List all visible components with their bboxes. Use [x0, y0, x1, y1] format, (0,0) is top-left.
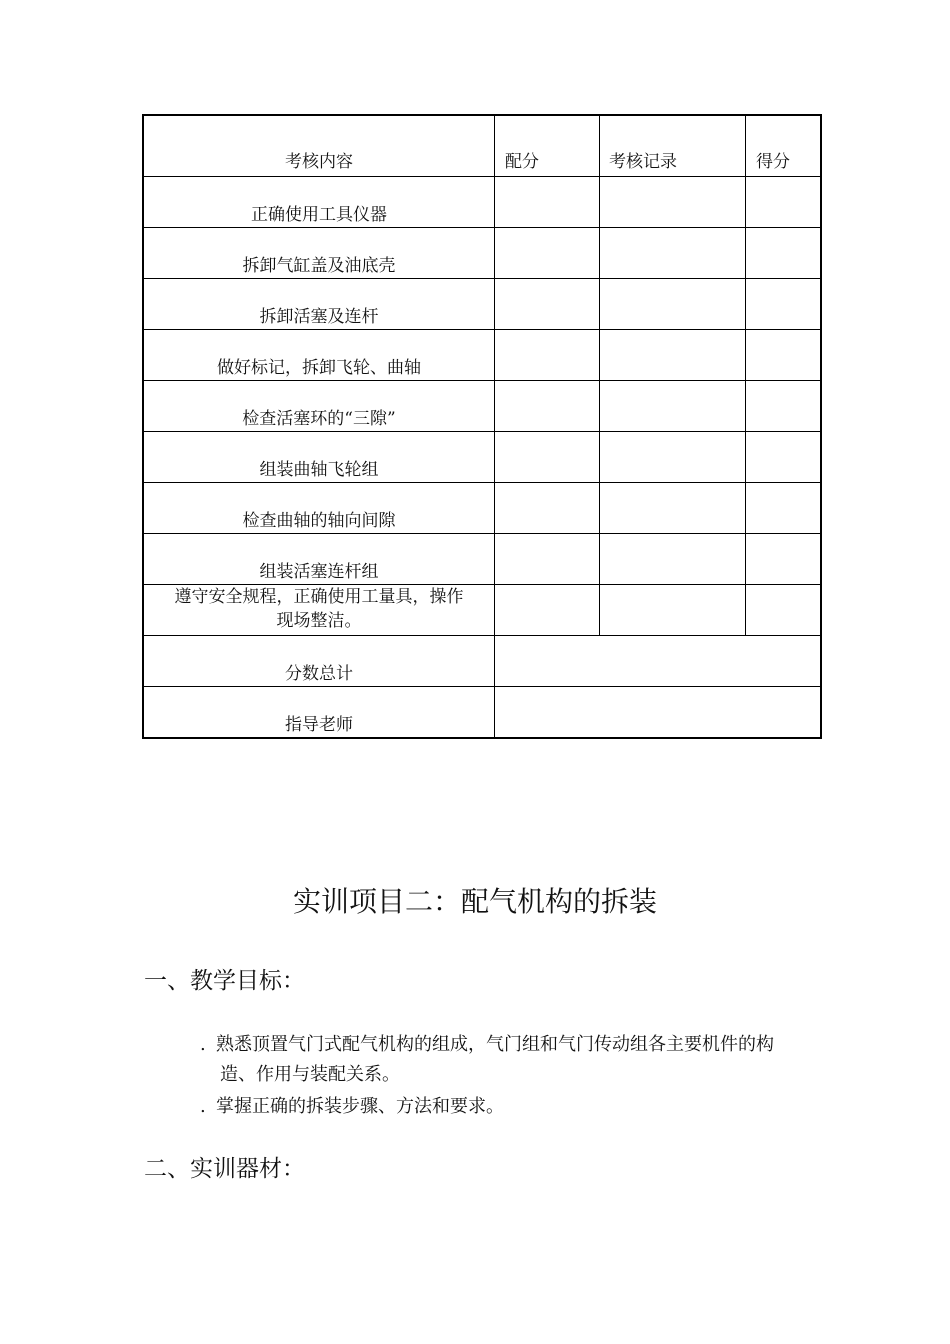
row-content: 拆卸活塞及连杆	[143, 279, 495, 330]
table-header-row	[143, 115, 821, 177]
row-content-multiline	[143, 585, 495, 636]
got-cell	[746, 279, 822, 330]
teacher-label: 指导老师	[143, 687, 495, 739]
score-cell	[495, 432, 600, 483]
row-content: 正确使用工具仪器	[143, 177, 495, 228]
record-cell	[600, 330, 746, 381]
record-cell	[600, 483, 746, 534]
record-cell	[600, 534, 746, 585]
table-row	[143, 330, 821, 381]
total-label: 分数总计	[143, 636, 495, 687]
got-cell	[746, 228, 822, 279]
table-row	[143, 177, 821, 228]
score-cell	[495, 177, 600, 228]
table-row	[143, 279, 821, 330]
record-cell	[600, 432, 746, 483]
objective-text: 熟悉顶置气门式配气机构的组成，气门组和气门传动组各主要机件的构	[216, 1034, 774, 1055]
table-row	[143, 432, 821, 483]
section2-heading: 二、实训器材：	[144, 1156, 305, 1182]
header-score: 配分	[495, 115, 600, 177]
row-content-line2: 现场整洁。	[276, 611, 362, 631]
header-content: 考核内容	[143, 115, 495, 177]
header-got: 得分	[746, 115, 822, 177]
got-cell	[746, 585, 822, 636]
objective-text-continued: 造、作用与装配关系。	[220, 1064, 400, 1085]
row-content: 检查活塞环的“三隙”	[143, 381, 495, 432]
got-cell	[746, 381, 822, 432]
table-row	[143, 483, 821, 534]
got-cell	[746, 483, 822, 534]
section-title: 实训项目二：配气机构的拆装	[292, 885, 657, 918]
score-cell	[495, 585, 600, 636]
objective-item-1	[200, 1030, 820, 1090]
got-cell	[746, 534, 822, 585]
table-row	[143, 228, 821, 279]
section1-heading: 一、教学目标：	[144, 968, 305, 994]
header-record: 考核记录	[600, 115, 746, 177]
table-row	[143, 381, 821, 432]
table-row	[143, 585, 821, 636]
score-cell	[495, 534, 600, 585]
objective-item-2	[200, 1092, 820, 1122]
objective-marker: .	[200, 1034, 206, 1055]
record-cell	[600, 381, 746, 432]
row-content: 拆卸气缸盖及油底壳	[143, 228, 495, 279]
row-content: 组装活塞连杆组	[143, 534, 495, 585]
score-cell	[495, 279, 600, 330]
record-cell	[600, 228, 746, 279]
record-cell	[600, 279, 746, 330]
teacher-row	[143, 687, 821, 739]
row-content-line1: 遵守安全规程，正确使用工量具，操作	[174, 587, 464, 607]
objective-marker: .	[200, 1096, 206, 1117]
score-cell	[495, 330, 600, 381]
got-cell	[746, 177, 822, 228]
objective-text: 掌握正确的拆装步骤、方法和要求。	[216, 1096, 504, 1117]
table-row	[143, 534, 821, 585]
total-row	[143, 636, 821, 687]
total-value-cell	[495, 636, 822, 687]
score-cell	[495, 381, 600, 432]
record-cell	[600, 585, 746, 636]
score-cell	[495, 483, 600, 534]
evaluation-table	[142, 114, 822, 739]
record-cell	[600, 177, 746, 228]
got-cell	[746, 330, 822, 381]
row-content: 组装曲轴飞轮组	[143, 432, 495, 483]
teacher-value-cell	[495, 687, 822, 739]
row-content: 检查曲轴的轴向间隙	[143, 483, 495, 534]
score-cell	[495, 228, 600, 279]
row-content: 做好标记，拆卸飞轮、曲轴	[143, 330, 495, 381]
got-cell	[746, 432, 822, 483]
